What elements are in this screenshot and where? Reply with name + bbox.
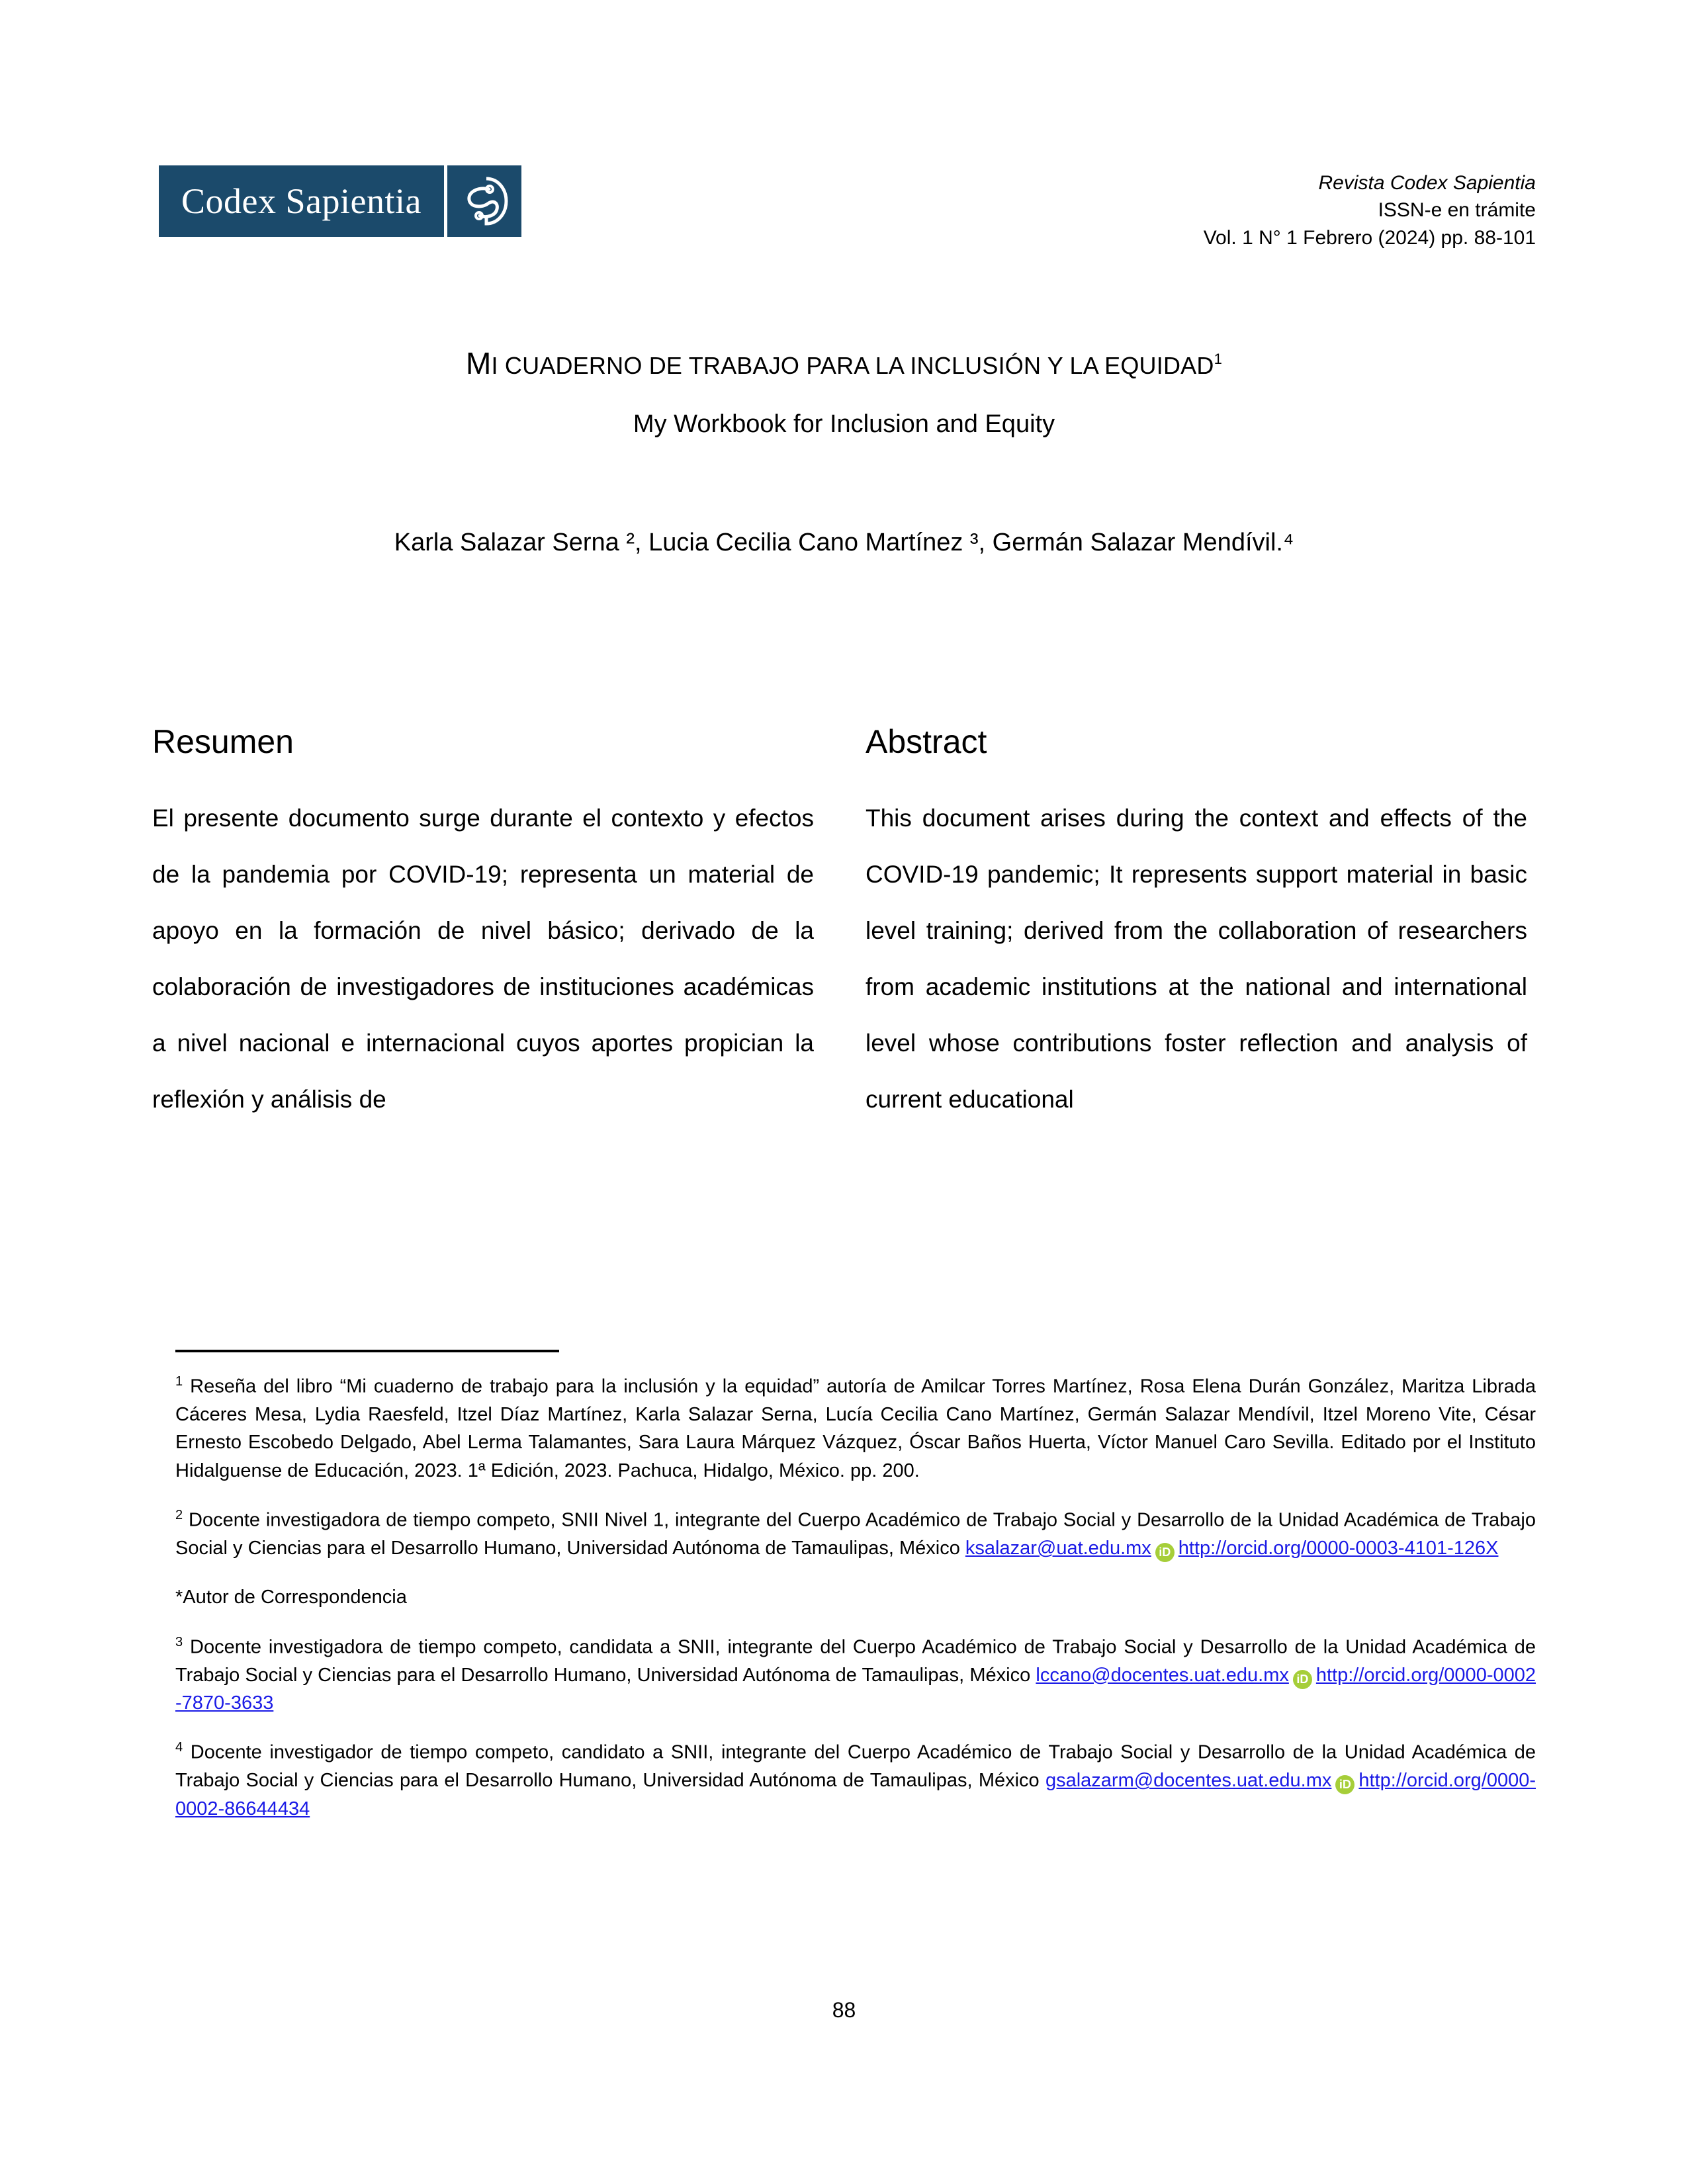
title-block bbox=[152, 345, 1536, 557]
footnote-2-text: Docente investigadora de tiempo competo, SNII Nivel 1, integrante del Cuerpo Académico de Trabajo Social y Desarrollo de la Unidad Académica de Trabajo Social y Ciencias para el Desarrollo Humano, Universidad Autónoma de Tamaulipas, México bbox=[175, 1509, 1536, 1559]
footnote-section bbox=[175, 1350, 1536, 1844]
footnote-3-email-link[interactable]: lccano@docentes.uat.edu.mx bbox=[1036, 1664, 1289, 1686]
footnote-2-orcid-link[interactable]: http://orcid.org/0000-0003-4101-126X bbox=[1178, 1537, 1499, 1559]
journal-logo bbox=[159, 165, 521, 237]
article-subtitle: My Workbook for Inclusion and Equity bbox=[633, 410, 1055, 438]
footnote-1-marker: 1 bbox=[175, 1374, 183, 1389]
footnote-1 bbox=[175, 1372, 1536, 1485]
footnote-2 bbox=[175, 1506, 1536, 1562]
article-title bbox=[152, 345, 1536, 381]
footnote-4-orcid-link[interactable]: http://orcid.org/0000-0002-86644434 bbox=[175, 1770, 1536, 1819]
article-title-initial: M bbox=[465, 346, 492, 380]
journal-meta bbox=[1204, 165, 1536, 251]
footnote-3-orcid-link[interactable]: http://orcid.org/0000-0002-7870-3633 bbox=[175, 1664, 1536, 1714]
orcid-id-icon: iD bbox=[1293, 1670, 1312, 1689]
footnote-2-email-link[interactable]: ksalazar@uat.edu.mx bbox=[965, 1537, 1151, 1559]
abstract-column-es bbox=[152, 722, 814, 1128]
corresponding-author-note: *Autor de Correspondencia bbox=[175, 1587, 407, 1608]
article-authors: Karla Salazar Serna ², Lucia Cecilia Cano Martínez ³, Germán Salazar Mendívil.⁴ bbox=[394, 529, 1294, 556]
journal-issn: ISSN-e en trámite bbox=[1378, 199, 1536, 222]
codex-swirl-mark-icon bbox=[447, 165, 521, 237]
journal-logo-text: Codex Sapientia bbox=[159, 165, 444, 237]
footnote-4 bbox=[175, 1738, 1536, 1823]
resumen-text: El presente documento surge durante el contexto y efectos de la pandemia por COVID-19; representa un material de apoyo en la formación de nivel básico; derivado de la colaboración de investigadores de instituciones académicas a nivel nacional e internacional cuyos aportes propician la reflexión y análisis de bbox=[152, 805, 814, 1114]
footnote-4-email-link[interactable]: gsalazarm@docentes.uat.edu.mx bbox=[1045, 1770, 1332, 1792]
footnote-1-text: Reseña del libro “Mi cuaderno de trabajo para la inclusión y la equidad” autoría de Amilcar Torres Martínez, Rosa Elena Durán González, Maritza Librada Cáceres Mesa, Lydia Raesfeld, Itzel Díaz Martínez, Karla Salazar Serna, Lucía Cecilia Cano Martínez, Germán Salazar Mendívil, Itzel Moreno Vite, César Ernesto Escobedo Delgado, Abel Lerma Talamantes, Sara Laura Márquez Vázquez, Óscar Baños Huerta, Víctor Manuel Caro Sevilla. Editado por el Instituto Hidalguense de Educación, 2023. 1ª Edición, 2023. Pachuca, Hidalgo, México. pp. 200. bbox=[175, 1376, 1536, 1481]
footnote-4-marker: 4 bbox=[175, 1740, 183, 1755]
orcid-id-icon: iD bbox=[1335, 1775, 1355, 1794]
journal-title: Revista Codex Sapientia bbox=[1318, 172, 1536, 194]
abstract-column-en bbox=[866, 722, 1527, 1128]
page-number: 88 bbox=[832, 1998, 856, 2022]
footnote-4-text: Docente investigador de tiempo competo, candidato a SNII, integrante del Cuerpo Académico de Trabajo Social y Desarrollo de la Unidad Académica de Trabajo Social y Ciencias para el Desarrollo Humano, Universidad Autónoma de Tamaulipas, México bbox=[175, 1741, 1536, 1792]
footnote-3 bbox=[175, 1633, 1536, 1718]
footnote-2-marker: 2 bbox=[175, 1507, 183, 1522]
article-title-rest: I CUADERNO DE TRABAJO PARA LA INCLUSIÓN Y LA EQUIDAD bbox=[491, 352, 1214, 379]
masthead bbox=[152, 165, 1536, 284]
abstract-section bbox=[152, 722, 1536, 1128]
footnote-3-text: Docente investigadora de tiempo competo, candidata a SNII, integrante del Cuerpo Académico de Trabajo Social y Desarrollo de la Unidad Académica de Trabajo Social y Ciencias para el Desarrollo Humano, Universidad Autónoma de Tamaulipas, México bbox=[175, 1636, 1536, 1686]
abstract-text: This document arises during the context and effects of the COVID-19 pandemic; It represents support material in basic level training; derived from the collaboration of researchers from academic institutions at the national and international level whose contributions foster reflection and analysis of current educational bbox=[866, 805, 1527, 1114]
footnote-3-marker: 3 bbox=[175, 1634, 183, 1649]
journal-volume-line: Vol. 1 N° 1 Febrero (2024) pp. 88-101 bbox=[1203, 226, 1536, 249]
abstract-heading: Abstract bbox=[866, 723, 987, 760]
resumen-heading: Resumen bbox=[152, 723, 294, 760]
orcid-id-icon: iD bbox=[1155, 1543, 1175, 1562]
footnote-separator-rule bbox=[175, 1350, 559, 1352]
article-title-footnote-marker: 1 bbox=[1214, 351, 1223, 367]
